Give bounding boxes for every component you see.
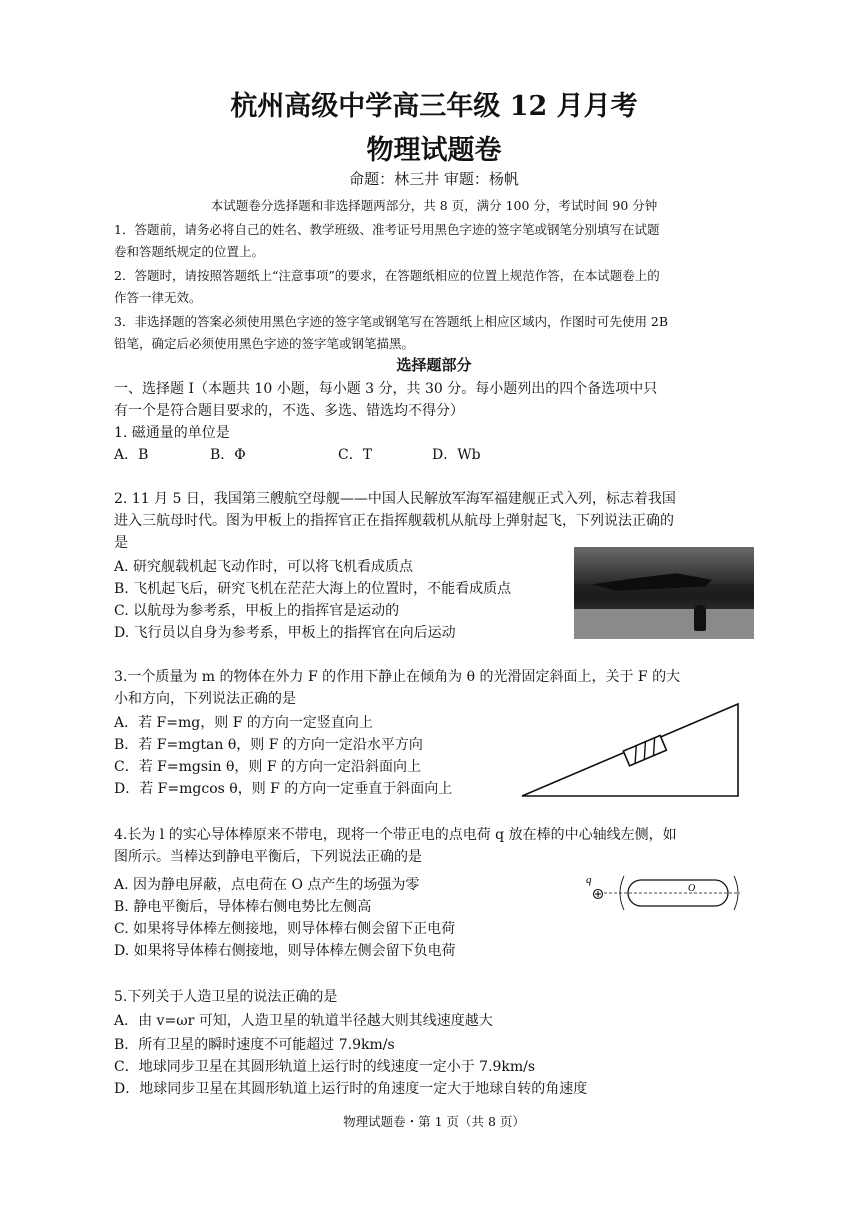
q3-option-a: A．若 F=mg，则 F 的方向一定竖直向上 <box>114 715 373 731</box>
q4-stem-line-1: 4.长为 l 的实心导体棒原来不带电，现将一个带正电的点电荷 q 放在棒的中心轴线左侧，如 <box>114 827 677 843</box>
q3-stem-line-1: 3.一个质量为 m 的物体在外力 F 的作用下静止在倾角为 θ 的光滑固定斜面上，关于 F 的大 <box>114 669 681 685</box>
q1-option-a: A．B <box>114 447 149 463</box>
inclined-plane-diagram <box>520 700 742 802</box>
q2-option-d: D. 飞行员以自身为参考系，甲板上的指挥官在向后运动 <box>114 625 456 641</box>
exam-summary: 本试题卷分选择题和非选择题两部分，共 8 页，满分 100 分，考试时间 90 分钟 <box>210 198 658 213</box>
exam-authors: 命题：林三井 审题：杨帆 <box>349 170 519 188</box>
charge-label: q <box>586 874 592 886</box>
q3-stem-line-2: 小和方向，下列说法正确的是 <box>114 691 296 707</box>
q1-option-d: D．Wb <box>432 447 481 463</box>
q3-option-d: D．若 F=mgcos θ，则 F 的方向一定垂直于斜面向上 <box>114 781 453 797</box>
q4-option-b: B. 静电平衡后，导体棒右侧电势比左侧高 <box>114 899 372 915</box>
notice-item-1-line-1: 1．答题前，请务必将自己的姓名、教学班级、准考证号用黑色字迹的签字笔或钢笔分别填写在试题 <box>114 222 660 237</box>
q4-option-c: C. 如果将导体棒左侧接地，则导体棒右侧会留下正电荷 <box>114 921 456 937</box>
q2-stem-line-1: 2. 11 月 5 日，我国第三艘航空母舰——中国人民解放军海军福建舰正式入列，标志着我国 <box>114 491 676 507</box>
q1-stem: 1. 磁通量的单位是 <box>114 425 230 441</box>
q2-option-b: B. 飞机起飞后，研究飞机在茫茫大海上的位置时，不能看成质点 <box>114 581 512 597</box>
q3-option-c: C．若 F=mgsin θ，则 F 的方向一定沿斜面向上 <box>114 759 422 775</box>
exam-title: 杭州高级中学高三年级 12 月月考 <box>230 91 638 122</box>
q2-stem-line-3: 是 <box>114 535 128 551</box>
q4-option-a: A. 因为静电屏蔽，点电荷在 O 点产生的场强为零 <box>114 877 420 893</box>
q5-stem: 5.下列关于人造卫星的说法正确的是 <box>114 989 338 1005</box>
deck-officer-shape <box>694 605 706 631</box>
exam-subtitle: 物理试题卷 <box>366 135 502 166</box>
section-intro-line-2: 有一个是符合题目要求的，不选、多选、错选均不得分） <box>114 403 464 419</box>
section-heading: 选择题部分 <box>396 356 472 374</box>
q3-option-b: B．若 F=mgtan θ，则 F 的方向一定沿水平方向 <box>114 737 423 753</box>
photo-deck <box>574 609 754 639</box>
q5-option-a: A．由 v=ωr 可知，人造卫星的轨道半径越大则其线速度越大 <box>114 1013 493 1029</box>
notice-item-1-line-2: 卷和答题纸规定的位置上。 <box>114 244 265 259</box>
conductor-rod-diagram <box>584 866 746 910</box>
page-footer: 物理试题卷・第 1 页（共 8 页） <box>343 1114 525 1129</box>
q2-option-a: A. 研究舰载机起飞动作时，可以将飞机看成质点 <box>114 559 414 575</box>
notice-item-2-line-1: 2．答题时，请按照答题纸上“注意事项”的要求，在答题纸相应的位置上规范作答，在本试题卷上的 <box>114 268 660 283</box>
section-intro-line-1: 一、选择题 Ⅰ（本题共 10 小题，每小题 3 分，共 30 分。每小题列出的四个备选项中只 <box>114 381 658 397</box>
conductor-rod <box>628 880 728 906</box>
q1-option-b: B．Φ <box>210 447 246 463</box>
q2-stem-line-2: 进入三航母时代。图为甲板上的指挥官正在指挥舰载机从航母上弹射起飞，下列说法正确的 <box>114 513 674 529</box>
q4-stem-line-2: 图所示。当棒达到静电平衡后，下列说法正确的是 <box>114 849 422 865</box>
aircraft-carrier-photo <box>574 547 754 639</box>
q5-option-b: B．所有卫星的瞬时速度不可能超过 7.9km/s <box>114 1037 395 1053</box>
q2-option-c: C. 以航母为参考系，甲板上的指挥官是运动的 <box>114 603 400 619</box>
center-label: O <box>688 883 696 894</box>
q1-option-c: C．T <box>338 447 373 463</box>
block-on-incline <box>623 735 666 765</box>
q5-option-d: D．地球同步卫星在其圆形轨道上运行时的角速度一定大于地球自转的角速度 <box>114 1081 588 1097</box>
q5-option-c: C．地球同步卫星在其圆形轨道上运行时的线速度一定小于 7.9km/s <box>114 1059 536 1075</box>
q4-option-d: D. 如果将导体棒右侧接地，则导体棒左侧会留下负电荷 <box>114 943 456 959</box>
notice-item-3-line-1: 3．非选择题的答案必须使用黑色字迹的签字笔或钢笔写在答题纸上相应区域内，作图时可先使用 2B <box>114 314 669 329</box>
notice-item-2-line-2: 作答一律无效。 <box>114 290 202 305</box>
notice-item-3-line-2: 铅笔，确定后必须使用黑色字迹的签字笔或钢笔描黑。 <box>114 336 415 351</box>
